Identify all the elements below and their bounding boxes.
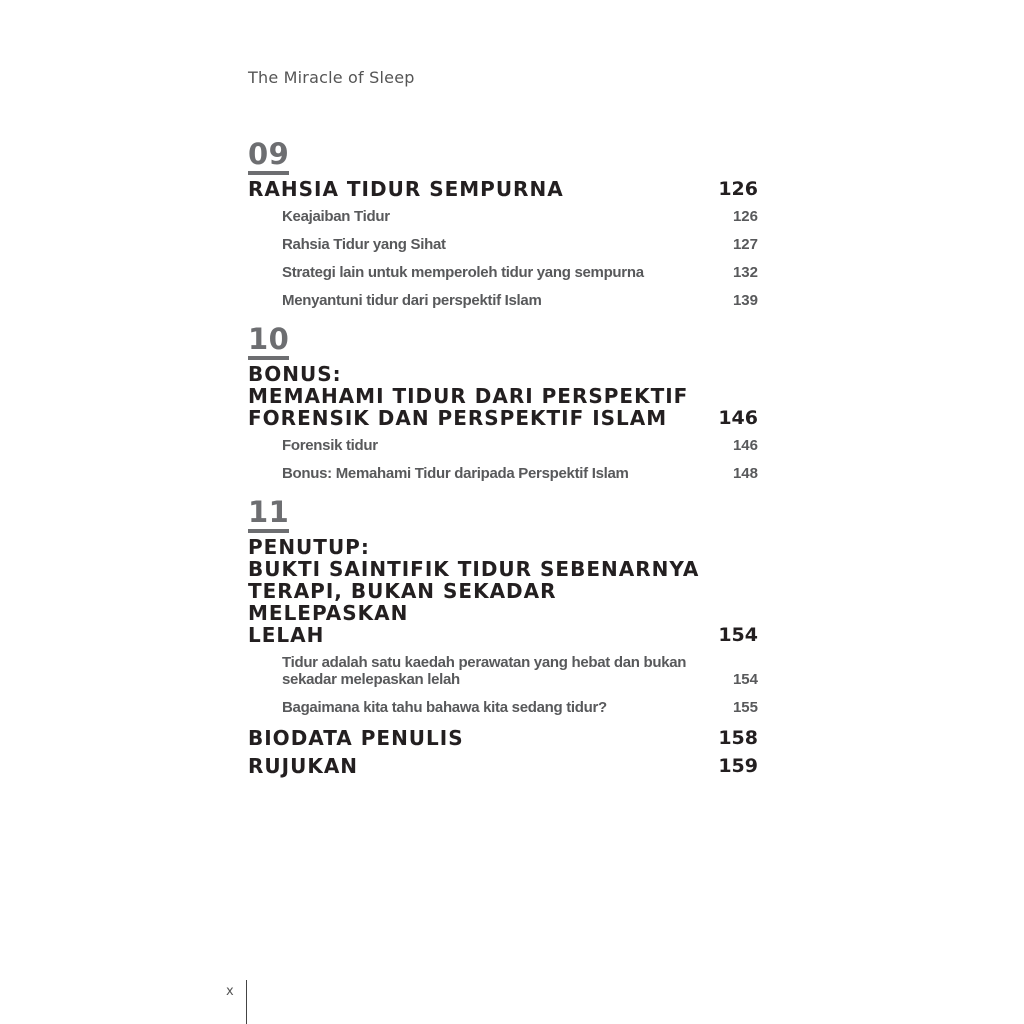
chapter-title-line: LELAH — [248, 623, 325, 647]
page-folio: x — [226, 984, 234, 999]
toc-entry-page: 154 — [732, 671, 758, 688]
toc-entry[interactable] — [248, 437, 758, 454]
toc-entry-page: 146 — [732, 437, 758, 454]
chapter-title — [248, 536, 718, 646]
toc-entry-page: 155 — [732, 699, 758, 716]
chapter-title — [248, 178, 564, 200]
extra-page-number: 158 — [718, 727, 758, 749]
toc-entry-page: 127 — [732, 236, 758, 253]
extra-title: BIODATA PENULIS — [248, 726, 464, 750]
toc-entry-title: Bagaimana kita tahu bahawa kita sedang tidur? — [282, 699, 607, 716]
chapter-10 — [248, 323, 758, 482]
section-list — [248, 208, 758, 309]
toc-entry[interactable] — [248, 236, 758, 253]
toc-extra-rujukan[interactable] — [248, 755, 758, 777]
chapter-title-line: TERAPI, BUKAN SEKADAR MELEPASKAN — [248, 579, 557, 625]
extra-page-number: 159 — [718, 755, 758, 777]
chapter-heading-row[interactable] — [248, 536, 758, 646]
chapter-09 — [248, 138, 758, 309]
toc-entry-title: Bonus: Memahami Tidur daripada Perspektif Islam — [282, 465, 629, 482]
toc-entry-title: Menyantuni tidur dari perspektif Islam — [282, 292, 542, 309]
chapter-title-line: BUKTI SAINTIFIK TIDUR SEBENARNYA — [248, 557, 700, 581]
toc-extra-biodata[interactable] — [248, 727, 758, 749]
toc-entry[interactable] — [248, 654, 758, 688]
toc-entry[interactable] — [248, 699, 758, 716]
chapter-title-line: MEMAHAMI TIDUR DARI PERSPEKTIF — [248, 384, 689, 408]
extra-title: RUJUKAN — [248, 754, 359, 778]
table-of-contents — [248, 138, 758, 777]
section-list — [248, 437, 758, 482]
chapter-title — [248, 363, 688, 429]
toc-entry-title: Keajaiban Tidur — [282, 208, 390, 225]
chapter-number: 11 — [248, 496, 289, 533]
chapter-title-line: FORENSIK DAN PERSPEKTIF ISLAM — [248, 406, 668, 430]
toc-entry[interactable] — [248, 465, 758, 482]
chapter-number: 09 — [248, 138, 289, 175]
toc-entry-title: Strategi lain untuk memperoleh tidur yang sempurna — [282, 264, 644, 281]
toc-entry-page: 139 — [732, 292, 758, 309]
chapter-number: 10 — [248, 323, 289, 360]
chapter-heading-row[interactable] — [248, 178, 758, 200]
chapter-11 — [248, 496, 758, 716]
running-head: The Miracle of Sleep — [248, 68, 415, 87]
chapter-title-line: BONUS: — [248, 362, 342, 386]
section-list — [248, 654, 758, 716]
toc-entry[interactable] — [248, 292, 758, 309]
toc-entry[interactable] — [248, 208, 758, 225]
toc-entry-page: 132 — [732, 264, 758, 281]
toc-entry-page: 148 — [732, 465, 758, 482]
toc-entry[interactable] — [248, 264, 758, 281]
toc-entry-title: Forensik tidur — [282, 437, 378, 454]
chapter-heading-row[interactable] — [248, 363, 758, 429]
chapter-page-number: 126 — [718, 178, 758, 200]
toc-entry-page: 126 — [732, 208, 758, 225]
chapter-title-line: RAHSIA TIDUR SEMPURNA — [248, 177, 564, 201]
chapter-title-line: PENUTUP: — [248, 535, 370, 559]
chapter-page-number: 146 — [718, 407, 758, 429]
chapter-page-number: 154 — [718, 624, 758, 646]
folio-divider — [246, 980, 247, 1024]
toc-entry-title: Rahsia Tidur yang Sihat — [282, 236, 446, 253]
toc-entry-title: Tidur adalah satu kaedah perawatan yang hebat dan bukan sekadar melepaskan lelah — [282, 654, 687, 688]
